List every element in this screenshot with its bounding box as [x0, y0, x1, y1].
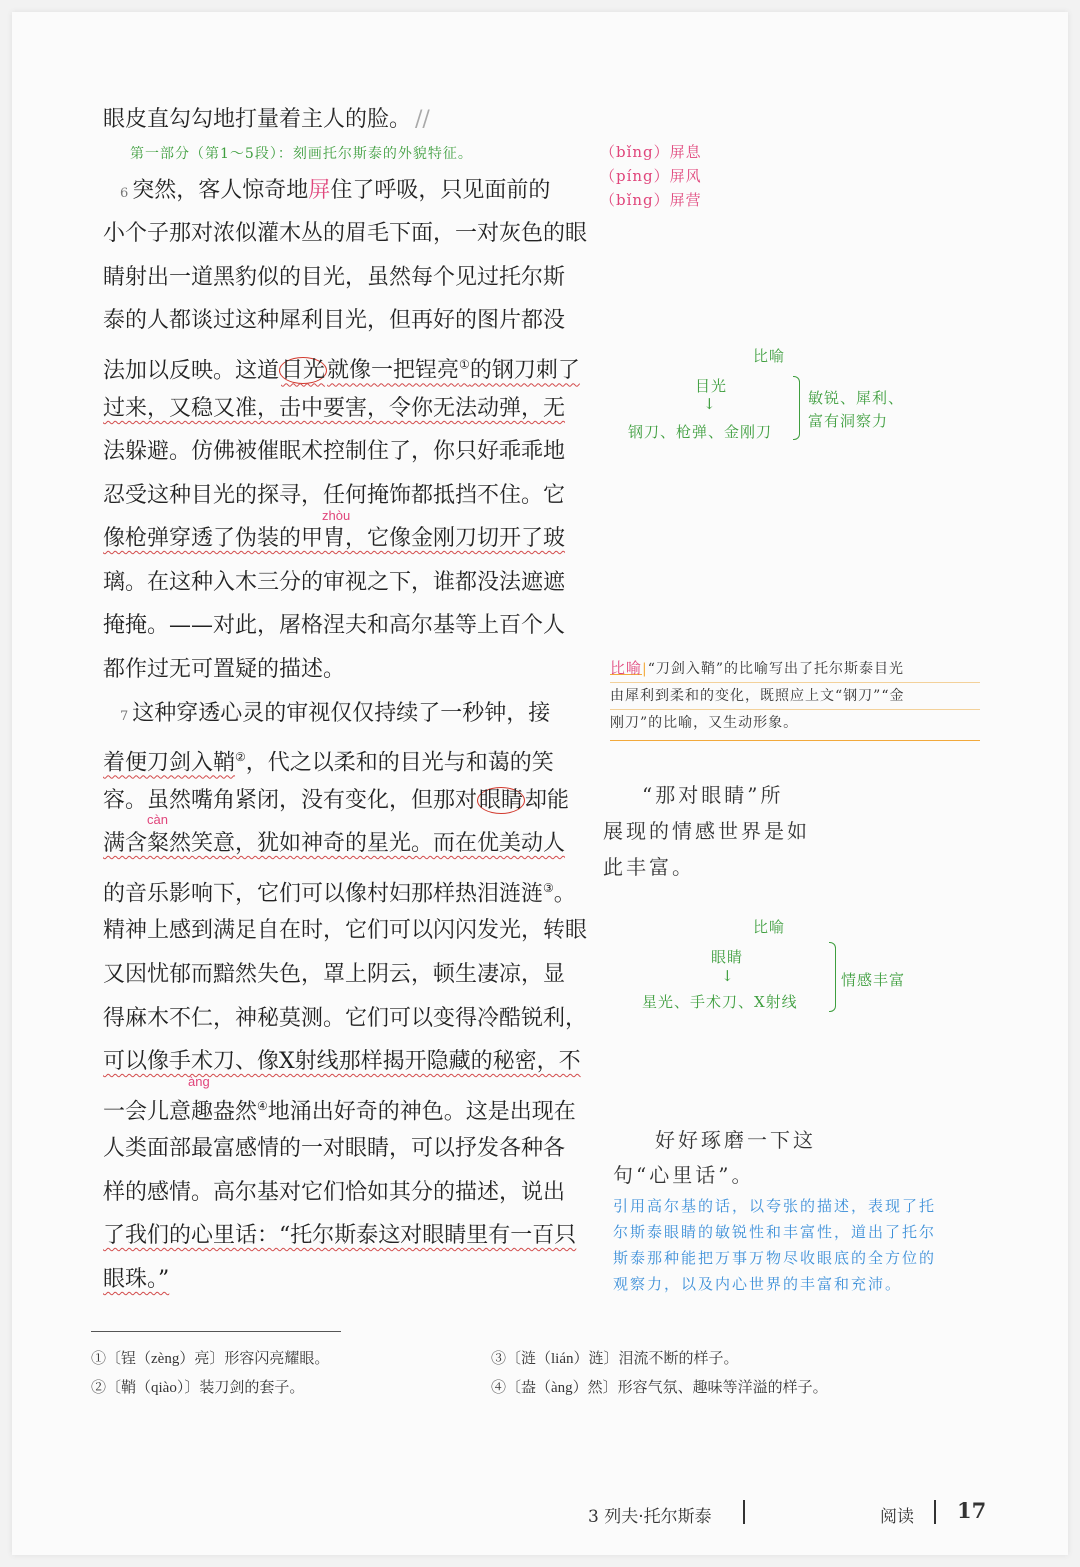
footnote: ②〔鞘（qiào）〕装刀剑的套子。 [91, 1380, 305, 1396]
text-line [103, 1222, 583, 1250]
paragraph-number: 6 [120, 186, 129, 201]
arrow-down-icon: ↓ [721, 967, 735, 985]
footer-divider [743, 1500, 745, 1524]
text-line: 样的感情。高尔基对它们恰如其分的描述，说出 [103, 1180, 566, 1205]
analysis-line: 尔斯泰眼睛的敏锐性和丰富性，道出了托尔 [613, 1223, 937, 1241]
footnote-ref: ① [459, 358, 470, 372]
text-line: 得麻木不仁，神秘莫测。它们可以变得冷酷锐利， [103, 1006, 588, 1031]
footnote-divider [91, 1331, 341, 1332]
text-line [103, 787, 583, 815]
question-line: 此丰富。 [603, 855, 695, 879]
text: 这种穿透心灵的审视仅仅持续了一秒钟，接 [132, 701, 551, 726]
text: 突然，客人惊奇地 [132, 178, 309, 203]
section-summary-note: 第一部分（第1～5段）：刻画托尔斯泰的外貌特征。 [130, 146, 473, 162]
pinyin-annotation: àng [188, 1074, 210, 1089]
pronunciation-item: （bǐng）屏息 [600, 143, 702, 161]
text: 了我们的心里话：“托尔斯泰这对眼睛里有一百只 [103, 1223, 577, 1248]
question-line: 好好琢磨一下这 [655, 1128, 816, 1152]
text: 法加以反映。这道 [103, 358, 280, 384]
text: 住了呼吸，只见面前的 [330, 178, 551, 203]
text-line: 人类面部最富感情的一对眼睛，可以抒发各种各 [103, 1136, 566, 1161]
footnote-ref: ② [235, 750, 246, 764]
text: 的音乐影响下，它们可以像村妇那样热泪涟涟 [103, 881, 544, 907]
page-number: 17 [957, 1498, 987, 1523]
text-line [103, 874, 583, 908]
highlighted-char: 屏 [308, 178, 331, 203]
text-line [103, 743, 583, 777]
text: 的钢刀刺了 [469, 358, 580, 384]
question-line: “那对眼睛”所 [642, 783, 784, 807]
diagram-bottom: 钢刀、枪弹、金刚刀 [628, 423, 773, 441]
simile-line: 刚刀”的比喻，又生动形象。 [610, 709, 980, 736]
analysis-note [613, 1193, 936, 1297]
text-line: 睛射出一道黑豹似的目光，虽然每个见过托尔斯 [103, 265, 566, 290]
circled-word: 目光 [281, 358, 326, 384]
text-line: 璃。在这种入木三分的审视之下，谁都没法遮遮 [103, 570, 566, 595]
text: 地涌出好奇的神色。这是出现在 [267, 1099, 576, 1125]
paragraph-number: 7 [120, 709, 129, 724]
simile-line: 由犀利到柔和的变化，既照应上文“钢刀”“金 [610, 682, 980, 709]
text-line: 满含粲然笑意，犹如神奇的星光。而在优美动人 [103, 831, 566, 856]
text: 眼皮直勾勾地打量着主人的脸。 [103, 107, 412, 132]
pronunciation-item: （bǐng）屏营 [600, 191, 702, 209]
text-line: 泰的人都谈过这种犀利目光，但再好的图片都没 [103, 308, 566, 333]
circled-word: 眼睛 [479, 788, 524, 813]
diagram-bottom: 星光、手术刀、X射线 [642, 993, 798, 1011]
question-line: 展现的情感世界是如 [603, 819, 810, 843]
diagram-top: 眼睛 [711, 948, 744, 966]
diagram-title: 比喻 [753, 347, 786, 365]
lesson-title: 3 列夫·托尔斯泰 [588, 1507, 712, 1527]
pronunciation-note [600, 140, 702, 212]
diagram-top: 目光 [695, 377, 728, 395]
footnote-ref: ③ [543, 881, 554, 895]
text: 就像一把锃亮 [327, 358, 460, 384]
text-line [103, 106, 583, 134]
text-line: 又因忧郁而黯然失色，罩上阴云，顿生凄凉，显 [103, 962, 566, 987]
text: “刀剑入鞘”的比喻写出了托尔斯泰目光 [647, 661, 905, 677]
footnote: ④〔盎（àng）然〕形容气氛、趣味等洋溢的样子。 [491, 1380, 828, 1396]
text: 容。虽然嘴角紧闭，没有变化，但那对 [103, 788, 478, 813]
diagram-title: 比喻 [753, 918, 786, 936]
text-line [120, 177, 600, 208]
text-line: 忍受这种目光的探寻，任何掩饰都抵挡不住。它 [103, 483, 566, 508]
text: ，代之以柔和的目光与和蔼的笑 [245, 750, 554, 776]
text: 却能 [525, 788, 570, 813]
diagram-result: 富有洞察力 [808, 412, 889, 430]
page [12, 12, 1068, 1555]
text: 着便刀剑入鞘 [103, 750, 236, 776]
text-line [120, 700, 600, 731]
text-line: 掩掩。——对此，屠格涅夫和高尔基等上百个人 [103, 613, 566, 638]
footer-divider [934, 1500, 936, 1524]
pronunciation-item: （píng）屏风 [600, 167, 702, 185]
analysis-line: 引用高尔基的话，以夸张的描述，表现了托 [613, 1197, 937, 1215]
brace [793, 376, 800, 440]
question-line: 句“心里话”。 [613, 1163, 755, 1187]
footnote: ①〔锃（zèng）亮〕形容闪亮耀眼。 [91, 1351, 330, 1367]
pinyin-annotation: càn [147, 812, 168, 827]
text-line: 可以像手术刀、像X射线那样揭开隐藏的秘密，不 [103, 1049, 581, 1074]
section-break-mark: // [415, 107, 430, 132]
text-line: 像枪弹穿透了伪装的甲胄，它像金刚刀切开了玻 [103, 526, 566, 551]
diagram-result: 敏锐、犀利、 [808, 389, 905, 407]
footnote: ③〔涟（lián）涟〕泪流不断的样子。 [491, 1351, 739, 1367]
text-line [103, 1266, 583, 1294]
text: 一会儿意趣盎然 [103, 1099, 258, 1125]
pinyin-annotation: zhòu [322, 508, 351, 523]
text: 。 [553, 881, 576, 907]
section-label: 阅读 [880, 1507, 914, 1527]
text-line [103, 351, 583, 385]
text-line: 过来，又稳又准，击中要害，令你无法动弹，无 [103, 396, 566, 421]
analysis-line: 斯泰那种能把万事万物尽收眼底的全方位的 [613, 1249, 937, 1267]
text: 眼珠。” [103, 1267, 170, 1292]
text-line: 精神上感到满足自在时，它们可以闪闪发光，转眼 [103, 918, 588, 943]
simile-label: 比喻 [610, 659, 643, 677]
brace [829, 942, 836, 1012]
arrow-down-icon: ↓ [703, 395, 717, 413]
text-line: 小个子那对浓似灌木丛的眉毛下面，一对灰色的眼 [103, 221, 588, 246]
text-line [103, 1092, 583, 1126]
diagram-result: 情感丰富 [841, 971, 906, 989]
simile-note [610, 655, 980, 741]
analysis-line: 观察力，以及内心世界的丰富和充沛。 [613, 1275, 903, 1293]
text-line: 法躲避。仿佛被催眠术控制住了，你只好乖乖地 [103, 439, 566, 464]
text-line: 都作过无可置疑的描述。 [103, 657, 346, 682]
footnote-ref: ④ [257, 1099, 268, 1113]
simile-line: 比喻|“刀剑入鞘”的比喻写出了托尔斯泰目光 [610, 659, 905, 677]
